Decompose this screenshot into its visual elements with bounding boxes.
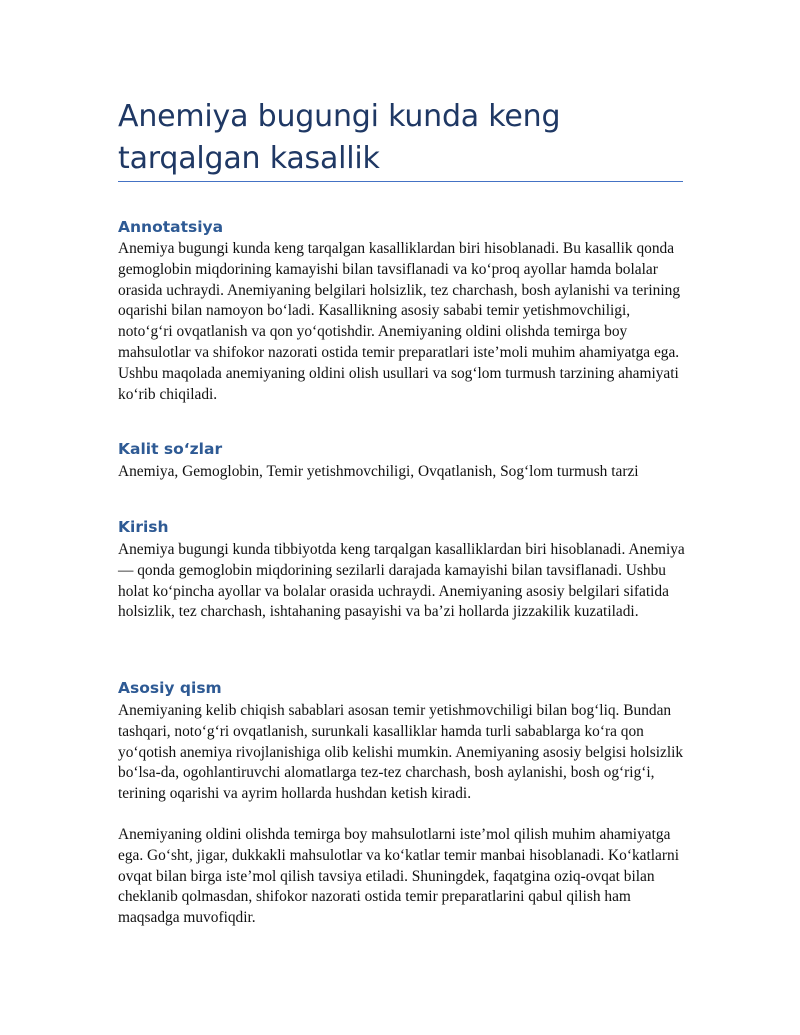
document-title: Anemiya bugungi kunda keng tarqalgan kasallik (118, 99, 561, 176)
annotatsiya-paragraph: Anemiya bugungi kunda keng tarqalgan kasalliklardan biri hisoblanadi. Bu kasallik qonda gemoglobin miqdorining kamayishi bilan tavsiflanadi va ko‘proq ayollar hamda bolalar orasida uchraydi. Anemiyaning belgilari holsizlik, tez charchash, bosh aylanishi va terining oqarishi bilan namoyon bo‘ladi. Kasallikning asosiy sababi temir yetishmovchiligi, noto‘g‘ri ovqatlanish va qon yo‘qotishdir. Anemiyaning oldini olishda temirga boy mahsulotlar va shifokor nazorati ostida temir preparatlari iste’moli muhim ahamiyatga ega. Ushbu maqolada anemiyaning oldini olish usullari va sog‘lom turmush tarzining ahamiyati ko‘rib chiqiladi. (118, 240, 681, 403)
heading-asosiy-qism: Asosiy qism (118, 679, 222, 697)
asosiy-qism-paragraph-2: Anemiyaning oldini olishda temirga boy mahsulotlarni iste’mol qilish muhim ahamiyatga ega. Go‘sht, jigar, dukkakli mahsulotlar va ko‘katlar temir manbai hisoblanadi. Ko‘katlarni ovqat bilan birga iste’mol qilish tavsiya etiladi. Shuningdek, faqatgina oziq-ovqat bilan cheklanib qolmasdan, shifokor nazorati ostida temir preparatlarini qabul qilish ham maqsadga muvofiqdir. (118, 826, 679, 927)
title-underline (118, 181, 683, 182)
heading-kirish: Kirish (118, 518, 169, 536)
keywords-paragraph: Anemiya, Gemoglobin, Temir yetishmovchiligi, Ovqatlanish, Sog‘lom turmush tarzi (118, 463, 639, 480)
heading-annotatsiya: Annotatsiya (118, 218, 224, 236)
asosiy-qism-paragraph-1: Anemiyaning kelib chiqish sabablari asosan temir yetishmovchiligi bilan bog‘liq. Bundan tashqari, noto‘g‘ri ovqatlanish, surunkali kasalliklar hamda turli sabablarga ko‘ra qon yo‘qotish anemiya rivojlanishiga olib kelishi mumkin. Anemiyaning asosiy belgisi holsizlik bo‘lsa-da, ogohlantiruvchi alomatlarga tez-tez charchash, bosh aylanishi, bosh og‘rig‘i, terining oqarishi va ayrim hollarda hushdan ketish kiradi. (118, 702, 684, 803)
heading-kalit-sozlar: Kalit so‘zlar (118, 440, 223, 458)
kirish-paragraph: Anemiya bugungi kunda tibbiyotda keng tarqalgan kasalliklardan biri hisoblanadi. Anemiya — qonda gemoglobin miqdorining sezilarli darajada kamayishi bilan tavsiflanadi. Ushbu holat ko‘pincha ayollar va bolalar orasida uchraydi. Anemiyaning asosiy belgilari sifatida holsizlik, tez charchash, ishtahaning pasayishi va ba’zi hollarda jizzakilik kuzatiladi. (118, 541, 685, 621)
